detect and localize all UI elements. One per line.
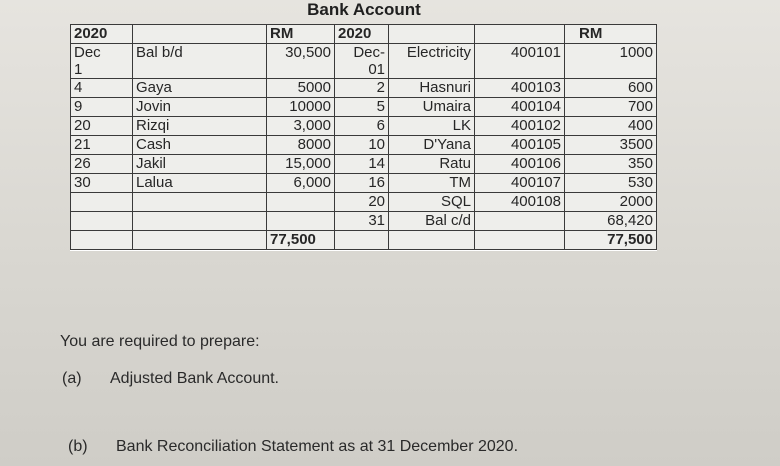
entry-desc-right: LK <box>389 117 475 136</box>
entry-ref-right: 400107 <box>475 174 565 193</box>
entry-amount-left: 5000 <box>267 79 335 98</box>
entry-desc-left: Jovin <box>133 98 267 117</box>
ledger-header-row <box>71 25 657 44</box>
ledger-row <box>71 212 657 231</box>
entry-amount-left: 30,500 <box>267 44 335 79</box>
entry-amount-left <box>267 212 335 231</box>
entry-date-left: 20 <box>71 117 133 136</box>
entry-desc-right: Umaira <box>389 98 475 117</box>
entry-amount-right: 2000 <box>565 193 657 212</box>
entry-amount-left: 10000 <box>267 98 335 117</box>
rm-right-header: RM <box>565 25 657 44</box>
empty-cell <box>475 231 565 250</box>
entry-desc-left <box>133 212 267 231</box>
entry-desc-right: D'Yana <box>389 136 475 155</box>
entry-date-right: 14 <box>335 155 389 174</box>
question-b-text: Bank Reconciliation Statement as at 31 December 2020. <box>116 438 519 455</box>
entry-desc-left: Cash <box>133 136 267 155</box>
entry-desc-right: TM <box>389 174 475 193</box>
entry-amount-left: 6,000 <box>267 174 335 193</box>
empty-cell <box>133 231 267 250</box>
ref-right-header <box>475 25 565 44</box>
year-left-header: 2020 <box>71 25 133 44</box>
entry-amount-right: 530 <box>565 174 657 193</box>
entry-amount-right: 700 <box>565 98 657 117</box>
ledger-total-row <box>71 231 657 250</box>
entry-date-left: 26 <box>71 155 133 174</box>
entry-amount-right: 400 <box>565 117 657 136</box>
entry-date-right: 5 <box>335 98 389 117</box>
entry-date-right: Dec- 01 <box>335 44 389 79</box>
entry-desc-right: Electricity <box>389 44 475 79</box>
year-right-header: 2020 <box>335 25 389 44</box>
entry-date-right: 6 <box>335 117 389 136</box>
entry-date-left: Dec 1 <box>71 44 133 79</box>
entry-amount-left: 3,000 <box>267 117 335 136</box>
rm-left-header: RM <box>267 25 335 44</box>
total-left: 77,500 <box>267 231 335 250</box>
entry-ref-right: 400102 <box>475 117 565 136</box>
ledger-row <box>71 117 657 136</box>
ledger-title: Bank Account <box>307 0 421 19</box>
entry-desc-right: SQL <box>389 193 475 212</box>
bank-account-ledger <box>70 24 657 250</box>
entry-ref-right: 400101 <box>475 44 565 79</box>
empty-cell <box>389 231 475 250</box>
entry-date-left <box>71 212 133 231</box>
entry-amount-right: 1000 <box>565 44 657 79</box>
entry-date-right: 20 <box>335 193 389 212</box>
entry-desc-right: Hasnuri <box>389 79 475 98</box>
entry-desc-left: Jakil <box>133 155 267 174</box>
entry-date-left: 30 <box>71 174 133 193</box>
entry-desc-right: Ratu <box>389 155 475 174</box>
ledger-row <box>71 79 657 98</box>
entry-desc-left: Gaya <box>133 79 267 98</box>
entry-date-left: 21 <box>71 136 133 155</box>
desc-right-header <box>389 25 475 44</box>
entry-desc-left: Bal b/d <box>133 44 267 79</box>
entry-date-left: 9 <box>71 98 133 117</box>
entry-ref-right: 400106 <box>475 155 565 174</box>
entry-desc-left: Lalua <box>133 174 267 193</box>
entry-ref-right <box>475 212 565 231</box>
entry-ref-right: 400108 <box>475 193 565 212</box>
empty-cell <box>71 231 133 250</box>
ledger-row <box>71 44 657 79</box>
entry-amount-right: 3500 <box>565 136 657 155</box>
entry-date-right: 2 <box>335 79 389 98</box>
entry-date-right: 10 <box>335 136 389 155</box>
entry-desc-right: Bal c/d <box>389 212 475 231</box>
ledger-row <box>71 155 657 174</box>
entry-date-left: 4 <box>71 79 133 98</box>
entry-amount-right: 68,420 <box>565 212 657 231</box>
entry-ref-right: 400105 <box>475 136 565 155</box>
question-a-label: (a) <box>62 370 82 387</box>
entry-desc-left <box>133 193 267 212</box>
question-b-label: (b) <box>68 438 88 455</box>
ledger-row <box>71 193 657 212</box>
entry-date-right: 31 <box>335 212 389 231</box>
desc-left-header <box>133 25 267 44</box>
ledger-row <box>71 136 657 155</box>
entry-amount-right: 600 <box>565 79 657 98</box>
entry-amount-left <box>267 193 335 212</box>
total-right: 77,500 <box>565 231 657 250</box>
empty-cell <box>335 231 389 250</box>
entry-desc-left: Rizqi <box>133 117 267 136</box>
entry-amount-right: 350 <box>565 155 657 174</box>
question-intro: You are required to prepare: <box>60 333 260 350</box>
question-a-text: Adjusted Bank Account. <box>110 370 279 387</box>
ledger-row <box>71 174 657 193</box>
entry-date-right: 16 <box>335 174 389 193</box>
entry-date-left <box>71 193 133 212</box>
entry-ref-right: 400103 <box>475 79 565 98</box>
entry-amount-left: 8000 <box>267 136 335 155</box>
entry-ref-right: 400104 <box>475 98 565 117</box>
entry-amount-left: 15,000 <box>267 155 335 174</box>
ledger-row <box>71 98 657 117</box>
